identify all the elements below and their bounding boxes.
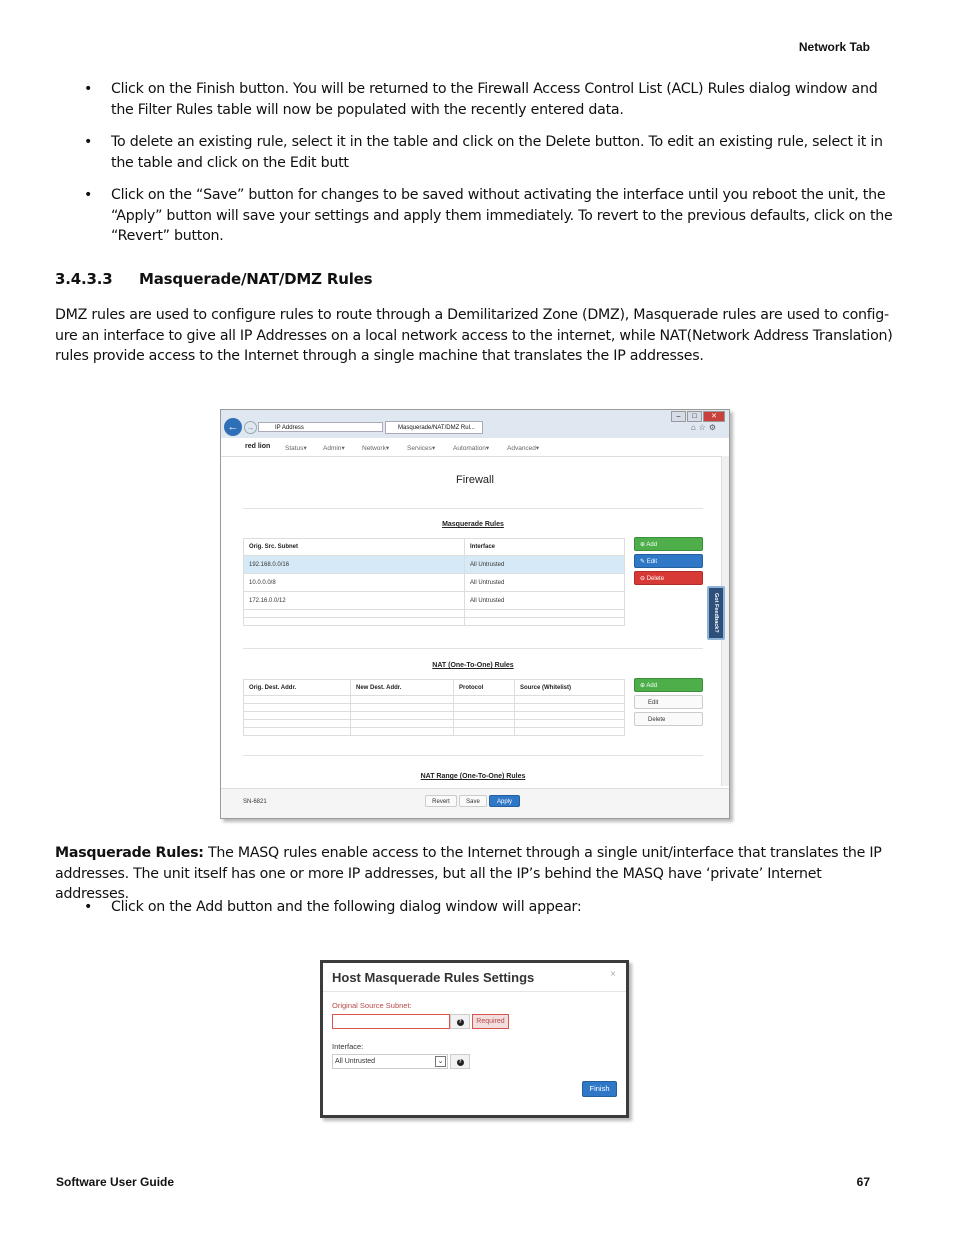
required-badge: Required bbox=[472, 1014, 509, 1029]
dialog-title: Host Masquerade Rules Settings bbox=[332, 970, 535, 985]
back-arrow-icon[interactable]: ← bbox=[224, 418, 242, 436]
browser-tab[interactable]: Masquerade/NAT/DMZ Rul... bbox=[385, 421, 483, 434]
nat-range-table-title: NAT Range (One-To-One) Rules bbox=[420, 773, 526, 780]
table-row[interactable] bbox=[244, 610, 625, 618]
bullet-text: Click on the Finish button. You will be returned to the Firewall Access Control List (ACL) Rules dialog window and the Filter Rules table will now be populated with the recently entered data. bbox=[111, 81, 878, 118]
section-heading bbox=[55, 270, 372, 288]
divider bbox=[243, 755, 703, 756]
table-row[interactable] bbox=[244, 704, 625, 712]
chevron-down-icon[interactable]: ⌄ bbox=[435, 1056, 446, 1067]
browser-toolbar bbox=[221, 410, 729, 438]
maximize-icon[interactable]: □ bbox=[687, 411, 702, 422]
forward-arrow-icon[interactable]: → bbox=[244, 421, 257, 434]
bullet-dot: • bbox=[84, 187, 93, 203]
section-number: 3.4.3.3 bbox=[55, 270, 113, 288]
interface-cell: All Untrusted bbox=[465, 574, 625, 592]
column-header: Interface bbox=[465, 539, 625, 556]
interface-label: Interface: bbox=[332, 1042, 364, 1051]
bullet-dot: • bbox=[84, 81, 93, 97]
nat-table bbox=[243, 679, 625, 736]
close-icon[interactable]: ✕ bbox=[703, 411, 725, 422]
interface-cell: All Untrusted bbox=[465, 592, 625, 610]
minimize-icon[interactable]: – bbox=[671, 411, 686, 422]
divider bbox=[323, 991, 626, 992]
masq-add-button[interactable]: ⊕ Add bbox=[634, 537, 703, 551]
section-title: Masquerade/NAT/DMZ Rules bbox=[139, 270, 373, 288]
home-star-gear-icons[interactable]: ⌂☆⚙ bbox=[690, 423, 719, 432]
masq-paragraph bbox=[55, 843, 897, 905]
bullet-delete bbox=[84, 132, 896, 173]
divider bbox=[243, 648, 703, 649]
column-header: Orig. Src. Subnet bbox=[244, 539, 465, 556]
app-navbar bbox=[221, 438, 729, 457]
bullet-save bbox=[84, 185, 896, 247]
bullet-text: To delete an existing rule, select it in the table and click on the Delete button. To edit an existing rule, select it in the table and click on the Edit butt bbox=[111, 134, 883, 171]
interface-value: All Untrusted bbox=[335, 1058, 376, 1065]
table-row[interactable] bbox=[244, 556, 625, 574]
column-header: Source (Whitelist) bbox=[515, 680, 625, 696]
table-row[interactable] bbox=[244, 574, 625, 592]
running-header: Network Tab bbox=[798, 40, 870, 54]
nav-status[interactable]: Status▾ bbox=[285, 445, 307, 452]
revert-button[interactable]: Revert bbox=[425, 795, 457, 807]
table-row[interactable] bbox=[244, 712, 625, 720]
nat-table-title: NAT (One-To-One) Rules bbox=[432, 662, 514, 669]
nav-network[interactable]: Network▾ bbox=[362, 445, 390, 452]
bullet-text: Click on the “Save” button for changes to be saved without activating the interface until you reboot the unit, the “Apply” button will save your settings and apply them immediately. To revert to the previous defaults, click on the “Revert” button. bbox=[111, 187, 893, 244]
nat-edit-button[interactable]: Edit bbox=[634, 695, 703, 709]
footer-bar bbox=[221, 788, 729, 819]
close-icon[interactable]: × bbox=[610, 969, 616, 980]
subnet-cell: 10.0.0.0/8 bbox=[244, 574, 465, 592]
table-row[interactable] bbox=[244, 720, 625, 728]
subnet-cell: 172.16.0.0/12 bbox=[244, 592, 465, 610]
interface-cell: All Untrusted bbox=[465, 556, 625, 574]
table-row[interactable] bbox=[244, 728, 625, 736]
column-header: New Dest. Addr. bbox=[351, 680, 454, 696]
subnet-cell: 192.168.0.0/16 bbox=[244, 556, 465, 574]
bullet-finish bbox=[84, 79, 896, 120]
nav-automation[interactable]: Automation▾ bbox=[453, 445, 490, 452]
page-number: 67 bbox=[856, 1175, 870, 1189]
nav-admin[interactable]: Admin▾ bbox=[323, 445, 345, 452]
subnet-label: Original Source Subnet: bbox=[332, 1001, 412, 1010]
masq-table-title: Masquerade Rules bbox=[442, 521, 504, 528]
apply-button[interactable]: Apply bbox=[489, 795, 520, 807]
masq-label: Masquerade Rules: bbox=[55, 845, 204, 861]
masq-edit-button[interactable]: ✎ Edit bbox=[634, 554, 703, 568]
column-header: Orig. Dest. Addr. bbox=[244, 680, 351, 696]
logo: red lion bbox=[245, 443, 271, 450]
masq-delete-button[interactable]: ⊖ Delete bbox=[634, 571, 703, 585]
serial-number: SN-6821 bbox=[243, 799, 267, 805]
bullet-dot: • bbox=[84, 899, 93, 915]
nat-delete-button[interactable]: Delete bbox=[634, 712, 703, 726]
bullet-text: Click on the Add button and the following dialog window will appear: bbox=[111, 899, 582, 915]
masq-table bbox=[243, 538, 625, 626]
interface-select[interactable] bbox=[332, 1054, 448, 1069]
address-bar[interactable]: IP Address bbox=[258, 422, 383, 432]
bullet-dot: • bbox=[84, 134, 93, 150]
nav-advanced[interactable]: Advanced▾ bbox=[507, 445, 540, 452]
table-row[interactable] bbox=[244, 618, 625, 626]
help-icon[interactable]: ? bbox=[450, 1014, 470, 1029]
table-row[interactable] bbox=[244, 696, 625, 704]
intro-paragraph: DMZ rules are used to configure rules to route through a Demilitarized Zone (DMZ), Masquerade rules are used to config-ure an interface to give all IP Addresses on a local network access to the internet, while NAT(Network Address Translation) rules provide access to the Internet through a single machine that translates the IP addresses. bbox=[55, 307, 893, 364]
finish-button[interactable]: Finish bbox=[582, 1081, 617, 1097]
footer-title: Software User Guide bbox=[56, 1175, 175, 1189]
masq-text: The MASQ rules enable access to the Internet through a single unit/interface that translates the IP addresses. The unit itself has one or more IP addresses, but all the IP’s behind the MASQ have ‘private’ Internet addresses. bbox=[55, 845, 882, 902]
masquerade-dialog-screenshot bbox=[320, 960, 629, 1118]
page-title: Firewall bbox=[456, 474, 494, 486]
divider bbox=[243, 508, 703, 509]
nav-services[interactable]: Services▾ bbox=[407, 445, 436, 452]
column-header: Protocol bbox=[454, 680, 515, 696]
table-row[interactable] bbox=[244, 592, 625, 610]
nat-add-button[interactable]: ⊕ Add bbox=[634, 678, 703, 692]
feedback-tab[interactable]: Got Feedback? bbox=[707, 586, 725, 640]
save-button[interactable]: Save bbox=[459, 795, 487, 807]
firewall-screenshot bbox=[220, 409, 730, 819]
help-icon[interactable]: ? bbox=[450, 1054, 470, 1069]
bullet-add bbox=[84, 897, 896, 918]
subnet-input[interactable] bbox=[332, 1014, 450, 1029]
window-controls bbox=[670, 411, 725, 422]
